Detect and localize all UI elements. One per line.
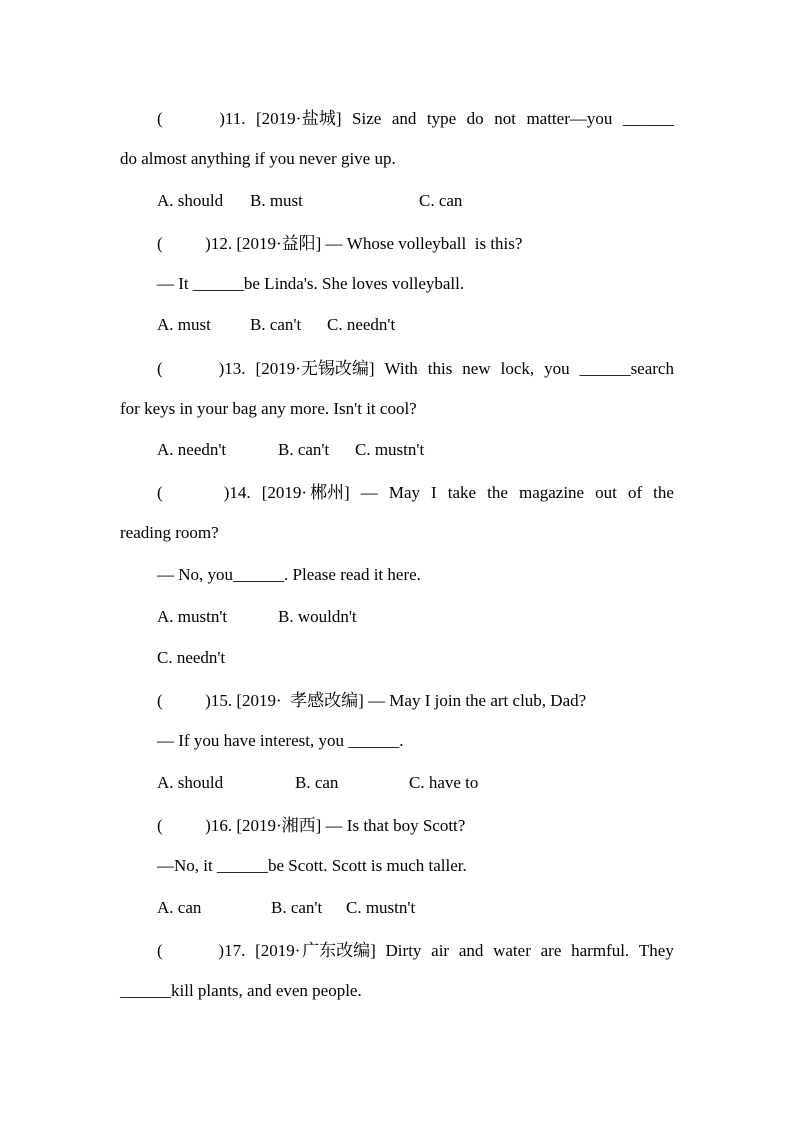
word: out <box>595 483 617 502</box>
answer-bracket-open: ( <box>157 109 163 128</box>
word: matter—you <box>526 109 613 128</box>
word: new <box>462 359 491 378</box>
word: May <box>388 483 420 502</box>
word: magazine <box>518 483 585 502</box>
answer-bracket-open: ( <box>157 941 163 960</box>
word: type <box>426 109 457 128</box>
question-15-reply: — If you have interest, you ______. <box>157 731 404 750</box>
question-14-reply: — No, you______. Please read it here. <box>157 565 421 584</box>
source-place: 郴州] <box>310 483 350 502</box>
question-14-continuation: reading room? <box>120 523 219 542</box>
question-17-continuation: ______kill plants, and even people. <box>120 981 362 1000</box>
word: and <box>458 941 484 960</box>
option-c: C. needn't <box>327 315 396 334</box>
word: air <box>431 941 450 960</box>
word: this <box>427 359 453 378</box>
source-place: 盐城] <box>301 109 342 128</box>
option-b: B. can't <box>271 898 323 917</box>
word: of <box>627 483 643 502</box>
source-year: [2019· <box>261 483 308 502</box>
answer-blank: ______ <box>622 109 674 128</box>
word: you <box>544 359 570 378</box>
word: Size <box>352 109 382 128</box>
word: do <box>466 109 484 128</box>
answer-blank: ______search <box>579 359 674 378</box>
word: water <box>493 941 531 960</box>
source-year: [2019· <box>255 941 301 960</box>
option-a: A. mustn't <box>157 607 228 626</box>
source-year: [2019· <box>255 109 302 128</box>
word: not <box>494 109 516 128</box>
option-c: C. have to <box>409 773 479 792</box>
answer-bracket-open: ( <box>157 483 163 502</box>
option-a: A. should <box>157 191 224 210</box>
question-17-stem <box>157 940 674 962</box>
word: harmful. <box>571 941 630 960</box>
option-c: C. mustn't <box>346 898 416 917</box>
word: and <box>391 109 417 128</box>
question-number: )14. <box>223 483 251 502</box>
option-b: B. wouldn't <box>278 607 357 626</box>
word: lock, <box>500 359 535 378</box>
question-13-stem <box>157 358 674 380</box>
question-13-continuation: for keys in your bag any more. Isn't it cool? <box>120 399 417 418</box>
word: Dirty <box>385 941 422 960</box>
option-a: A. needn't <box>157 440 227 459</box>
question-11-continuation: do almost anything if you never give up. <box>120 149 396 168</box>
question-14-stem <box>157 482 674 504</box>
source: [2019·无锡改编] <box>255 359 375 378</box>
dash: — <box>360 483 378 502</box>
question-number: )11. <box>219 109 246 128</box>
question-number: )17. <box>218 941 246 960</box>
word: With <box>384 359 418 378</box>
option-a: A. can <box>157 898 202 917</box>
source-place: 广东改编] <box>302 941 376 960</box>
option-b: B. can <box>295 773 339 792</box>
option-c: C. mustn't <box>355 440 425 459</box>
option-b: B. must <box>250 191 303 210</box>
question-12-reply: — It ______be Linda's. She loves volleyball. <box>157 274 465 293</box>
question-11-stem <box>157 108 674 130</box>
option-b: B. can't <box>250 315 302 334</box>
option-b: B. can't <box>278 440 330 459</box>
option-c: C. can <box>419 191 463 210</box>
word: are <box>540 941 562 960</box>
question-15-stem: ( )15. [2019· 孝感改编] — May I join the art club, Dad? <box>157 691 587 710</box>
word: the <box>487 483 508 502</box>
word: I <box>431 483 437 502</box>
question-number: )13. <box>218 359 246 378</box>
option-a: A. should <box>157 773 224 792</box>
answer-bracket-open: ( <box>157 359 163 378</box>
word: the <box>653 483 674 502</box>
word: take <box>447 483 477 502</box>
word: They <box>638 941 674 960</box>
option-c: C. needn't <box>157 648 226 667</box>
option-a: A. must <box>157 315 211 334</box>
question-16-reply: —No, it ______be Scott. Scott is much taller. <box>157 856 467 875</box>
question-12-stem: ( )12. [2019·益阳] — Whose volleyball is this? <box>157 234 523 253</box>
question-16-stem: ( )16. [2019·湘西] — Is that boy Scott? <box>157 816 466 835</box>
